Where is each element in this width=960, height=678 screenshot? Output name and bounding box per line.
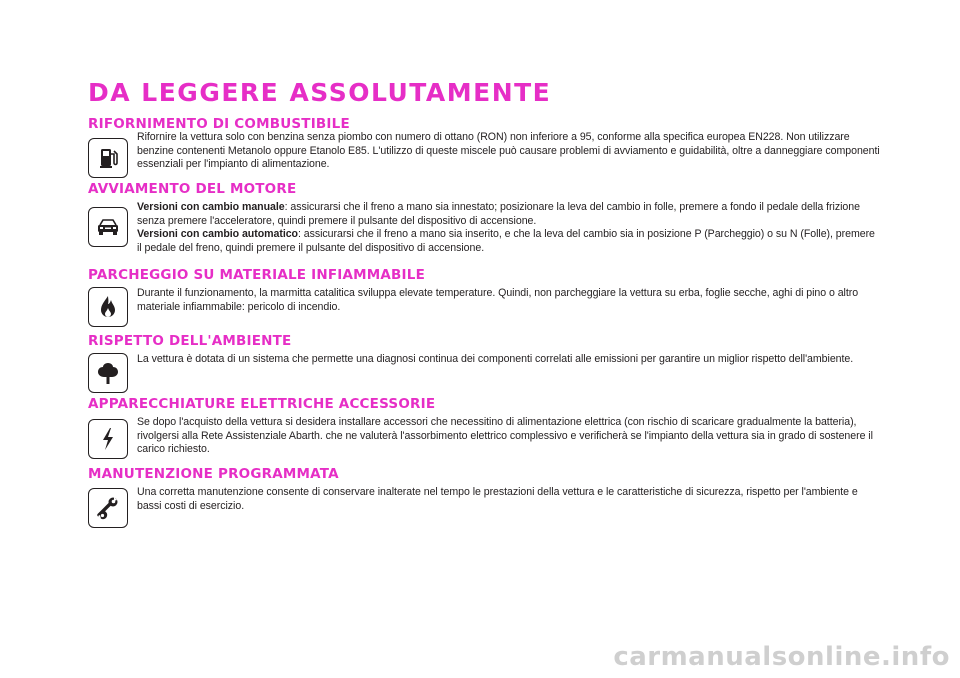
paragraph: La vettura è dotata di un sistema che permette una diagnosi continua dei componenti correlati alle emissioni per garantire un miglior rispetto dell'ambiente. (137, 353, 854, 365)
flame-icon (88, 287, 128, 327)
car-front-icon (88, 207, 128, 247)
page-title: DA LEGGERE ASSOLUTAMENTE (88, 78, 552, 107)
section-environment (88, 333, 888, 365)
section-title: RISPETTO DELL'AMBIENTE (88, 333, 292, 349)
watermark: carmanualsonline.info (613, 642, 950, 672)
paragraph-lead: Versioni con cambio automatico (137, 228, 298, 240)
wrench-icon (88, 488, 128, 528)
lightning-icon (88, 419, 128, 459)
fuel-pump-icon (88, 138, 128, 178)
section-electrical-accessories (88, 396, 888, 455)
section-title: MANUTENZIONE PROGRAMMATA (88, 466, 339, 482)
section-maintenance (88, 466, 888, 512)
paragraph-text: : assicurarsi che il freno a mano sia innestato; posizionare la leva del cambio in folle, premere a fondo il pedale della frizione senza premere l'acceleratore, quindi premere il pulsante del dispositivo di accensione. (137, 201, 860, 227)
section-refueling (88, 116, 888, 170)
paragraph: Rifornire la vettura solo con benzina senza piombo con numero di ottano (RON) non inferiore a 95, conforme alla specifica europea EN228. Non utilizzare benzine contenenti Metanolo oppure Etanolo E85. L'utilizzo di queste miscele può causare problemi di avviamento e guidabilità, oltre a danneggiare componenti essenziali per l'impianto di alimentazione. (137, 131, 880, 170)
section-text (137, 486, 882, 513)
section-title: AVVIAMENTO DEL MOTORE (88, 181, 297, 197)
section-title: APPARECCHIATURE ELETTRICHE ACCESSORIE (88, 396, 436, 412)
paragraph (137, 201, 882, 228)
paragraph: Durante il funzionamento, la marmitta catalitica sviluppa elevate temperature. Quindi, non parcheggiare la vettura su erba, foglie secche, aghi di pino o altro materiale infiammabile: pericolo di incendio. (137, 287, 859, 313)
section-text (137, 201, 882, 255)
paragraph (137, 228, 882, 255)
section-title: RIFORNIMENTO DI COMBUSTIBILE (88, 116, 350, 132)
paragraph: Una corretta manutenzione consente di conservare inalterate nel tempo le prestazioni della vettura e le caratteristiche di sicurezza, rispetto per l'ambiente e bassi costi di esercizio. (137, 486, 858, 512)
section-text (137, 131, 882, 172)
paragraph-text: : assicurarsi che il freno a mano sia inserito, e che la leva del cambio sia in posizione P (Parcheggio) o su N (Folle), premere il pedale del freno, quindi premere il pulsante del dispositivo di accensione. (137, 228, 875, 254)
paragraph: Se dopo l'acquisto della vettura si desidera installare accessori che necessitino di alimentazione elettrica (con rischio di scaricare gradualmente la batteria), rivolgersi alla Rete Assistenziale Abarth. che ne valuterà l'assorbimento elettrico complessivo e verificherà se l'impianto della vettura sia in grado di sostenere il carico richiesto. (137, 416, 873, 455)
paragraph-lead: Versioni con cambio manuale (137, 201, 285, 213)
section-title: PARCHEGGIO SU MATERIALE INFIAMMABILE (88, 267, 425, 283)
section-engine-start (88, 181, 888, 254)
section-text (137, 287, 882, 314)
section-text (137, 353, 882, 367)
section-text (137, 416, 882, 457)
section-flammable-parking (88, 267, 888, 313)
tree-icon (88, 353, 128, 393)
